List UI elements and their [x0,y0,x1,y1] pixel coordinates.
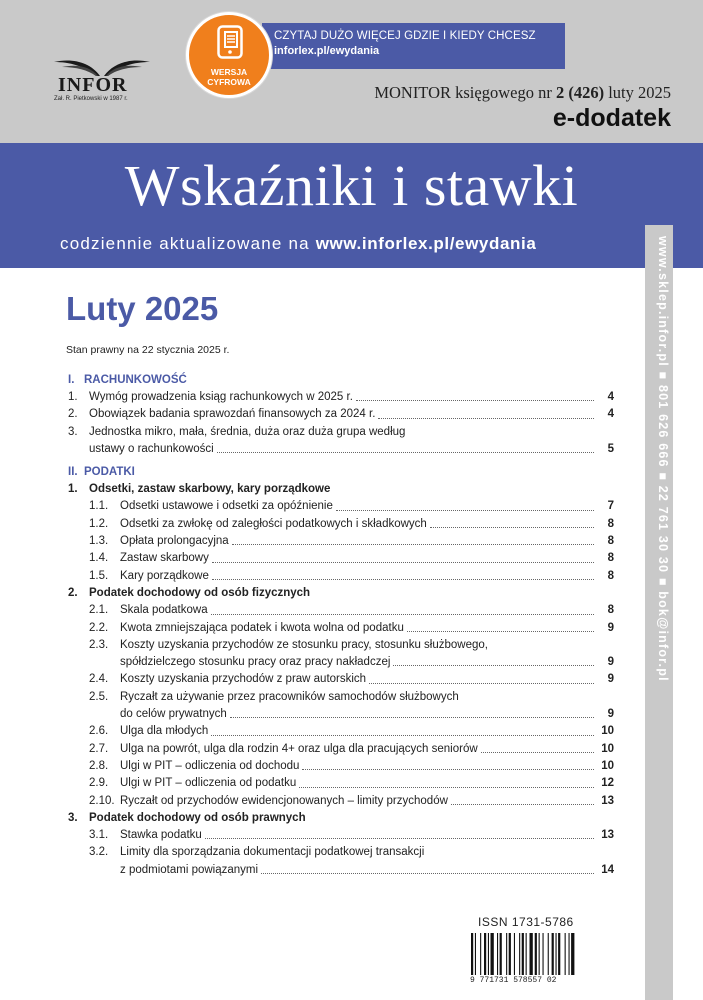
toc-entry[interactable] [68,827,614,844]
promo-link[interactable]: inforlex.pl/ewydania [274,45,380,57]
entry-number: 2.4. [89,673,109,686]
subtitle-text: codziennie aktualizowane na [60,234,310,253]
leader-dots [481,752,594,753]
entry-page: 13 [601,794,614,807]
barcode-digits: 9 771731 578557 02 [470,976,557,985]
group-title: Podatek dochodowy od osób fizycznych [89,586,311,599]
toc-entry[interactable] [68,758,614,775]
leader-dots [211,614,594,615]
entry-page: 12 [601,777,614,790]
entry-page: 8 [607,552,614,565]
group-number: 1. [68,483,78,496]
entry-title: Ryczałt za używanie przez pracowników samochodów służbowych [120,690,459,703]
infor-logo [52,54,152,110]
entry-page: 8 [607,569,614,582]
entry-title: Ryczałt od przychodów ewidencjonowanych – limity przychodów [120,794,448,807]
entry-title: Kwota zmniejszająca podatek i kwota wolna od podatku [120,621,404,634]
entry-title: Odsetki za zwłokę od zaległości podatkowych i składkowych [120,517,427,530]
entry-number: 2.7. [89,742,109,755]
entry-number: 1.2. [89,517,109,530]
toc-entry[interactable] [68,723,614,740]
entry-page: 5 [607,442,614,455]
entry-number: 2.8. [89,759,109,772]
section-heading-accounting: I. RACHUNKOWOŚĆ [68,374,187,386]
toc-entry[interactable] [68,568,614,585]
logo-tagline: Zał. R. Pietkowski w 1987 r. [54,96,128,102]
entry-page: 4 [607,391,614,403]
toc-entry[interactable] [68,602,614,619]
entry-title: Zastaw skarbowy [120,552,209,565]
month-heading: Luty 2025 [66,290,219,327]
entry-title: Koszty uzyskania przychodów z praw autorskich [120,673,367,686]
entry-number: 1.4. [89,552,109,565]
toc-entry[interactable] [68,406,614,423]
entry-number: 2.9. [89,777,109,790]
entry-number: 2.5. [89,690,109,703]
entry-title: Jednostka mikro, mała, średnia, duża oraz duża grupa według [89,425,406,438]
toc-entry[interactable] [68,793,614,810]
entry-title: Obowiązek badania sprawozdań finansowych za 2024 r. [89,408,376,421]
leader-dots [336,510,594,511]
group-number: 3. [68,811,78,824]
entry-title: Skala podatkowa [120,604,208,617]
logo-wordmark: INFOR [58,74,128,96]
badge-label-line2: CYFROWA [207,77,251,87]
leader-dots [217,452,594,453]
toc-entry[interactable] [68,741,614,758]
entry-number: 2. [68,408,78,421]
entry-page: 9 [607,708,614,721]
toc-entry[interactable] [68,498,614,515]
edition-label: e-dodatek [552,104,671,132]
entry-number: 1.1. [89,500,109,513]
leader-dots [232,544,594,545]
entry-number: 2.10. [89,794,115,807]
entry-page: 10 [601,759,614,772]
entry-page: 8 [607,535,614,548]
toc-entry-continued[interactable] [68,441,614,458]
legal-state-note: Stan prawny na 22 stycznia 2025 r. [66,344,230,356]
toc-entry[interactable] [68,775,614,792]
leader-dots [407,631,594,632]
entry-title: Stawka podatku [120,829,202,842]
issn-number: ISSN 1731-5786 [478,915,574,929]
entry-title: Limity dla sporządzania dokumentacji podatkowej transakcji [120,846,425,859]
entry-page: 10 [601,742,614,755]
monitor-title: MONITOR księgowego nr [374,83,552,102]
entry-page: 9 [607,621,614,634]
toc-group-heading [68,585,614,602]
issue-number: 2 (426) [555,83,605,102]
toc-entry-continued[interactable] [68,862,614,879]
entry-title: Opłata prolongacyjna [120,535,229,548]
group-number: 2. [68,586,78,599]
entry-number: 2.6. [89,725,109,738]
entry-number: 3.1. [89,829,109,842]
toc-group-heading [68,481,614,498]
leader-dots [212,562,594,563]
leader-dots [356,400,594,401]
entry-title-cont: spółdzielczego stosunku pracy oraz pracy nakładczej [120,656,391,669]
section-heading-taxes: II. PODATKI [68,466,135,479]
entry-title: Ulga dla młodych [120,725,209,738]
page-title: Wskaźniki i stawki [124,153,579,218]
leader-dots [393,665,594,666]
group-title: Odsetki, zastaw skarbowy, kary porządkowe [89,483,331,496]
toc-entry-continued[interactable] [68,654,614,671]
entry-title: Ulgi w PIT – odliczenia od dochodu [120,759,300,772]
issue-date: luty 2025 [608,83,671,102]
contact-info: www.sklep.infor.pl ■ 801 626 666 ■ 22 761 30 30 ■ bok@infor.pl [656,236,670,682]
subtitle-url[interactable]: www.inforlex.pl/ewydania [315,234,537,253]
entry-number: 1.3. [89,535,109,548]
issue-info [374,83,671,103]
leader-dots [451,804,594,805]
toc-entry[interactable] [68,516,614,533]
leader-dots [299,787,594,788]
entry-title: Koszty uzyskania przychodów ze stosunku pracy, stosunku służbowego, [120,638,488,651]
entry-title: Ulgi w PIT – odliczenia od podatku [120,777,297,790]
toc-entry[interactable] [68,620,614,637]
entry-title: Ulga na powrót, ulga dla rodzin 4+ oraz ulga dla pracujących seniorów [120,742,478,755]
leader-dots [230,717,594,718]
toc-entry[interactable] [68,550,614,567]
toc-entry[interactable] [68,637,614,654]
leader-dots [378,418,594,419]
entry-page: 14 [601,863,614,876]
leader-dots [302,769,594,770]
table-of-contents [68,372,614,879]
entry-number: 1. [68,391,78,403]
entry-number: 3.2. [89,846,109,859]
toc-entry[interactable] [68,533,614,550]
toc-entry[interactable] [68,844,614,861]
entry-number: 2.2. [89,621,109,634]
toc-group-heading [68,810,614,827]
entry-page: 9 [607,656,614,669]
subtitle [60,234,536,254]
digital-promo-banner[interactable] [262,23,565,69]
entry-title-cont: do celów prywatnych [120,708,227,721]
toc-entry[interactable] [68,389,614,406]
entry-page: 13 [601,829,614,842]
entry-number: 2.3. [89,638,109,651]
entry-title-cont: ustawy o rachunkowości [89,442,214,455]
entry-title: Kary porządkowe [120,569,209,582]
entry-page: 7 [607,500,614,513]
leader-dots [430,527,594,528]
entry-page: 9 [607,673,614,686]
toc-entry[interactable] [68,689,614,706]
entry-page: 8 [607,604,614,617]
badge-label-line1: WERSJA [210,67,248,77]
group-title: Podatek dochodowy od osób prawnych [89,811,306,824]
digital-version-badge [186,12,272,98]
toc-entry[interactable] [68,424,614,441]
toc-entry[interactable] [68,671,614,688]
leader-dots [369,683,594,684]
tablet-document-icon [217,25,243,59]
entry-number: 2.1. [89,604,109,617]
toc-entry-continued[interactable] [68,706,614,723]
entry-title-cont: z podmiotami powiązanymi [120,863,259,876]
entry-title: Wymóg prowadzenia ksiąg rachunkowych w 2025 r. [89,391,353,403]
leader-dots [211,735,594,736]
entry-number: 3. [68,425,78,438]
entry-page: 10 [601,725,614,738]
entry-number: 1.5. [89,569,109,582]
leader-dots [261,873,594,874]
entry-title: Odsetki ustawowe i odsetki za opóźnienie [120,500,333,513]
entry-page: 8 [607,517,614,530]
leader-dots [205,838,594,839]
entry-page: 4 [607,408,614,421]
promo-headline: CZYTAJ DUŻO WIĘCEJ GDZIE I KIEDY CHCESZ [274,30,536,42]
leader-dots [212,579,594,580]
